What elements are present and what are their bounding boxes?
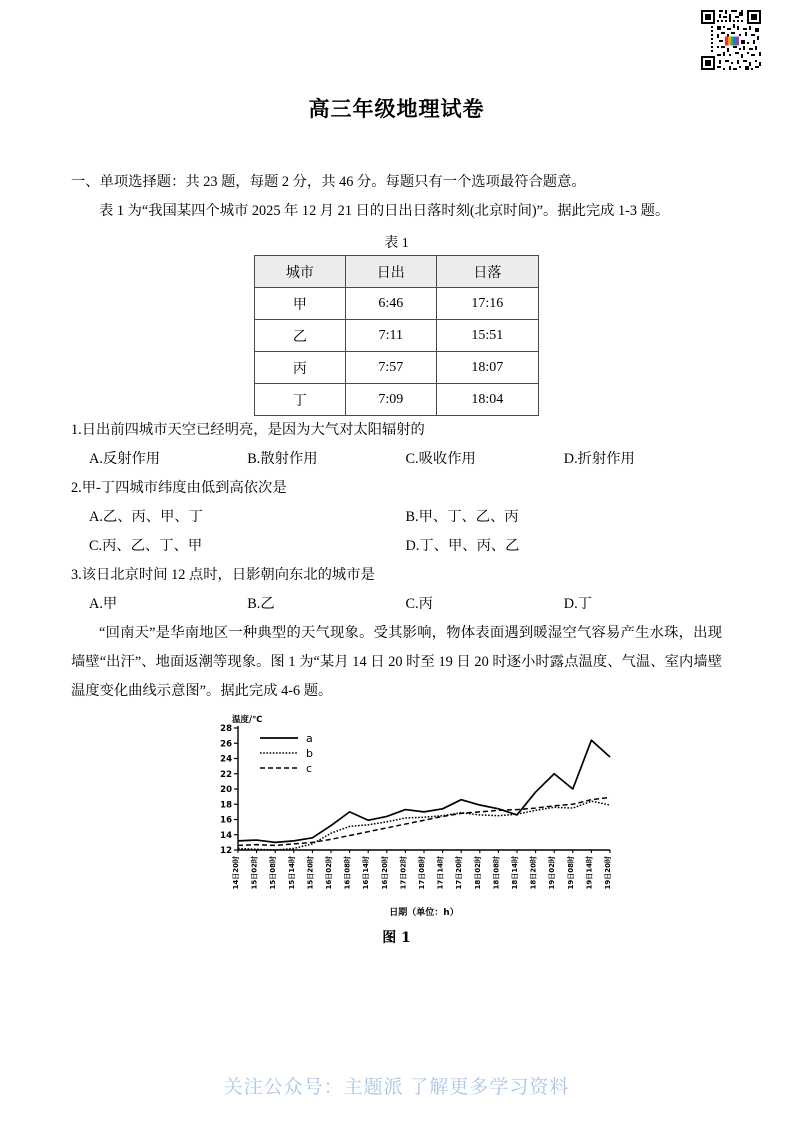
question-2-option-d[interactable]: D.丁、甲、丙、乙 [405, 538, 520, 554]
question-3-option-b[interactable]: B.乙 [247, 596, 275, 612]
svg-text:28: 28 [220, 724, 232, 734]
svg-text:14日20时: 14日20时 [232, 856, 240, 890]
svg-text:b: b [306, 747, 313, 760]
svg-text:17日02时: 17日02时 [399, 856, 408, 890]
passage-intro-2: “回南天”是华南地区一种典型的天气现象。受其影响，物体表面遇到暖湿空气容易产生水珠，出现墙壁“出汗”、地面返潮等现象。图 1 为“某月 14 日 20 时至 19 日 20 时逐小时露点温度、气温、室内墙壁温度变化曲线示意图”。据此完成 4-6 题。 [71, 625, 722, 699]
question-3-option-c[interactable]: C.丙 [405, 596, 433, 612]
question-1 [71, 416, 722, 474]
svg-text:26: 26 [220, 739, 232, 750]
cell-sunrise: 7:57 [345, 352, 436, 384]
svg-text:15日20时: 15日20时 [306, 856, 315, 890]
figure-caption: 图 1 [382, 930, 411, 946]
temperature-line-chart [196, 710, 616, 925]
svg-text:日期（单位：h）: 日期（单位：h） [389, 908, 459, 918]
table-row [255, 384, 539, 416]
svg-text:c: c [306, 762, 313, 775]
svg-text:18日20时: 18日20时 [529, 856, 538, 890]
passage-intro-1: 表 1 为“我国某四个城市 2025 年 12 月 21 日的日出日落时刻(北京时间)”。据此完成 1-3 题。 [99, 203, 670, 219]
cell-sunset: 18:07 [436, 352, 538, 384]
svg-text:15日02时: 15日02时 [250, 856, 259, 890]
svg-text:18日14时: 18日14时 [511, 856, 519, 890]
page-title: 高三年级地理试卷 [308, 96, 485, 121]
svg-text:18日08时: 18日08时 [492, 856, 501, 890]
cell-city: 丁 [255, 384, 346, 416]
svg-text:12: 12 [220, 846, 232, 856]
sunrise-sunset-table [254, 255, 539, 416]
svg-text:18日02时: 18日02时 [473, 856, 482, 890]
cell-sunset: 15:51 [436, 320, 538, 352]
table-row [255, 288, 539, 320]
column-header-sunset: 日落 [436, 256, 538, 288]
figure-1 [71, 710, 722, 947]
table-label: 表 1 [384, 236, 409, 251]
cell-city: 甲 [255, 288, 346, 320]
svg-text:17日14时: 17日14时 [436, 856, 445, 890]
table-row [255, 320, 539, 352]
cell-sunset: 18:04 [436, 384, 538, 416]
exam-content [71, 168, 722, 947]
footer-promo: 关注公众号：主题派 了解更多学习资料 [223, 1077, 570, 1098]
svg-text:a: a [306, 732, 313, 745]
svg-text:17日20时: 17日20时 [455, 856, 464, 890]
cell-sunrise: 7:11 [345, 320, 436, 352]
qr-logo [725, 37, 739, 46]
question-2-stem: 2.甲-丁四城市纬度由低到高依次是 [71, 480, 287, 496]
section-heading: 一、单项选择题：共 23 题，每题 2 分，共 46 分。每题只有一个选项最符合题意。 [71, 174, 586, 190]
question-3-option-d[interactable]: D.丁 [563, 596, 592, 612]
svg-text:16日14时: 16日14时 [362, 856, 371, 890]
svg-text:16日20时: 16日20时 [380, 856, 389, 890]
svg-text:16: 16 [220, 815, 232, 826]
column-header-city: 城市 [255, 256, 346, 288]
svg-text:20: 20 [220, 785, 232, 795]
cell-sunset: 17:16 [436, 288, 538, 320]
svg-text:15日14时: 15日14时 [287, 856, 296, 890]
question-1-options [71, 445, 722, 474]
svg-text:19日20时: 19日20时 [604, 856, 612, 890]
question-1-option-c[interactable]: C.吸收作用 [405, 451, 476, 467]
svg-text:19日14时: 19日14时 [585, 856, 594, 890]
qr-code[interactable] [699, 8, 765, 74]
question-1-option-b[interactable]: B.散射作用 [247, 451, 318, 467]
question-2-options-row-2 [71, 532, 722, 561]
table-row [255, 352, 539, 384]
column-header-sunrise: 日出 [345, 256, 436, 288]
question-2-option-b[interactable]: B.甲、丁、乙、丙 [405, 509, 519, 525]
svg-text:24: 24 [220, 754, 232, 765]
cell-city: 丙 [255, 352, 346, 384]
question-1-option-d[interactable]: D.折射作用 [563, 451, 635, 467]
svg-text:14: 14 [220, 830, 232, 841]
svg-text:16日08时: 16日08时 [343, 856, 352, 890]
svg-text:15日08时: 15日08时 [269, 856, 278, 890]
svg-text:19日08时: 19日08时 [566, 856, 575, 890]
question-3 [71, 561, 722, 619]
cell-city: 乙 [255, 320, 346, 352]
question-2 [71, 474, 722, 561]
question-3-options [71, 590, 722, 619]
svg-text:19日02时: 19日02时 [548, 856, 557, 890]
question-2-options-row-1 [71, 503, 722, 532]
question-3-option-a[interactable]: A.甲 [89, 596, 118, 612]
svg-text:18: 18 [220, 800, 232, 811]
question-2-option-a[interactable]: A.乙、丙、甲、丁 [89, 509, 203, 525]
cell-sunrise: 6:46 [345, 288, 436, 320]
question-2-option-c[interactable]: C.丙、乙、丁、甲 [89, 538, 203, 554]
cell-sunrise: 7:09 [345, 384, 436, 416]
svg-text:17日08时: 17日08时 [418, 856, 426, 890]
svg-text:22: 22 [220, 769, 232, 780]
svg-text:温度/℃: 温度/℃ [232, 715, 263, 725]
question-1-stem: 1.日出前四城市天空已经明亮，是因为大气对太阳辐射的 [71, 422, 425, 438]
svg-text:16日02时: 16日02时 [325, 856, 333, 890]
question-3-stem: 3.该日北京时间 12 点时，日影朝向东北的城市是 [71, 567, 375, 583]
question-1-option-a[interactable]: A.反射作用 [89, 451, 161, 467]
table-header-row [255, 256, 539, 288]
